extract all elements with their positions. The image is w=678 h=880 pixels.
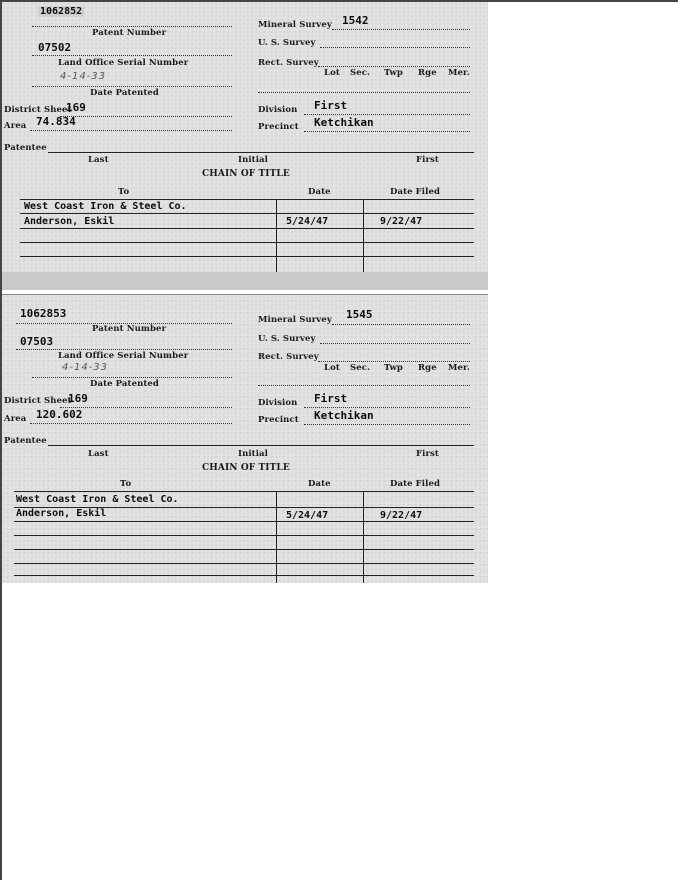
lot-label: Lot — [324, 68, 340, 78]
patent-number-label: Patent Number — [92, 28, 167, 38]
field-line — [258, 385, 470, 386]
table-divider — [276, 199, 277, 283]
precinct-label: Precinct — [258, 415, 299, 425]
field-line — [318, 66, 470, 67]
us-survey-label: U. S. Survey — [258, 38, 316, 48]
chain-row-date: 5/24/47 — [286, 216, 329, 227]
table-rule — [14, 491, 474, 492]
field-line — [60, 407, 232, 408]
field-line — [304, 114, 470, 115]
patentee-line — [48, 152, 474, 153]
table-divider — [276, 491, 277, 583]
date-patented-label: Date Patented — [90, 379, 159, 389]
chain-row-date: 5/24/47 — [286, 510, 329, 521]
district-sheet-value: 169 — [66, 101, 86, 114]
rect-survey-label: Rect. Survey — [258, 352, 319, 362]
patent-number-top: 1062852 — [40, 6, 83, 17]
mineral-survey-label: Mineral Survey — [258, 315, 332, 325]
chain-of-title-heading: CHAIN OF TITLE — [202, 169, 290, 179]
division-value: First — [314, 392, 348, 405]
date-column-header: Date — [308, 479, 331, 489]
lot-label: Lot — [324, 363, 340, 373]
patent-number-label: Patent Number — [92, 324, 167, 334]
date-column-header: Date — [308, 187, 331, 197]
last-label: Last — [88, 155, 109, 165]
field-line — [30, 130, 232, 131]
chain-row-to: Anderson, Eskil — [24, 216, 115, 227]
to-column-header: To — [120, 479, 132, 489]
field-line — [30, 423, 232, 424]
field-line — [320, 343, 470, 344]
field-line — [332, 29, 470, 30]
patentee-label: Patentee — [4, 143, 47, 153]
serial-number-value: 4-14-33 — [60, 71, 107, 82]
table-rule — [14, 549, 474, 550]
serial-number-label: Land Office Serial Number — [58, 58, 189, 68]
field-line — [32, 55, 232, 56]
table-rule — [20, 199, 474, 200]
rect-survey-label: Rect. Survey — [258, 58, 319, 68]
card-separator — [2, 272, 488, 290]
chain-row-date-filed: 9/22/47 — [380, 510, 423, 521]
field-line — [304, 407, 470, 408]
mineral-survey-label: Mineral Survey — [258, 20, 332, 30]
precinct-value: Ketchikan — [314, 116, 374, 129]
area-value: 120.602 — [36, 408, 83, 421]
table-divider — [363, 199, 364, 283]
field-line — [304, 424, 470, 425]
table-rule — [14, 535, 474, 536]
sec-label: Sec. — [350, 363, 371, 373]
first-label: First — [416, 155, 439, 165]
field-line — [32, 26, 232, 27]
patentee-label: Patentee — [4, 436, 47, 446]
table-rule — [14, 575, 474, 576]
patent-number-value: 07502 — [38, 41, 72, 54]
mineral-survey-value: 1545 — [346, 308, 373, 321]
table-rule — [14, 521, 474, 522]
field-line — [258, 92, 470, 93]
table-divider — [363, 491, 364, 583]
table-rule — [20, 256, 474, 257]
field-line — [320, 47, 470, 48]
division-value: First — [314, 99, 348, 112]
chain-row-to: West Coast Iron & Steel Co. — [24, 201, 187, 212]
to-column-header: To — [118, 187, 130, 197]
district-sheet-value: 169 — [68, 392, 88, 405]
chain-row-to: Anderson, Eskil — [16, 508, 107, 519]
patent-number-value: 07503 — [20, 335, 54, 348]
initial-label: Initial — [238, 449, 268, 459]
field-line — [304, 131, 470, 132]
twp-label: Twp — [384, 68, 403, 78]
precinct-value: Ketchikan — [314, 409, 374, 422]
area-label: Area — [4, 414, 27, 424]
initial-label: Initial — [238, 155, 268, 165]
field-line — [332, 324, 470, 325]
table-rule — [20, 213, 474, 214]
date-filed-column-header: Date Filed — [390, 187, 441, 197]
field-line — [32, 377, 232, 378]
field-line — [32, 86, 232, 87]
field-line — [16, 349, 232, 350]
rge-label: Rge — [418, 363, 437, 373]
first-label: First — [416, 449, 439, 459]
division-label: Division — [258, 105, 298, 115]
district-sheet-label: District Sheet — [4, 105, 72, 115]
serial-number-value: 4-14-33 — [62, 362, 109, 373]
mineral-survey-value: 1542 — [342, 14, 369, 27]
twp-label: Twp — [384, 363, 403, 373]
table-rule — [14, 563, 474, 564]
area-value: 74.834 — [36, 115, 76, 128]
precinct-label: Precinct — [258, 122, 299, 132]
patent-number-top: 1062853 — [20, 307, 67, 320]
field-line — [60, 116, 232, 117]
last-label: Last — [88, 449, 109, 459]
patentee-line — [48, 445, 474, 446]
date-patented-label: Date Patented — [90, 88, 159, 98]
area-label: Area — [4, 121, 27, 131]
sec-label: Sec. — [350, 68, 371, 78]
patent-card — [2, 2, 488, 290]
table-rule — [20, 228, 474, 229]
serial-number-label: Land Office Serial Number — [58, 351, 189, 361]
chain-row-date-filed: 9/22/47 — [380, 216, 423, 227]
us-survey-label: U. S. Survey — [258, 334, 316, 344]
district-sheet-label: District Sheet — [4, 396, 72, 406]
mer-label: Mer. — [448, 68, 470, 78]
division-label: Division — [258, 398, 298, 408]
patent-card — [2, 294, 488, 583]
chain-of-title-heading: CHAIN OF TITLE — [202, 463, 290, 473]
date-filed-column-header: Date Filed — [390, 479, 441, 489]
mer-label: Mer. — [448, 363, 470, 373]
rge-label: Rge — [418, 68, 437, 78]
chain-row-to: West Coast Iron & Steel Co. — [16, 494, 179, 505]
table-rule — [20, 242, 474, 243]
field-line — [318, 361, 470, 362]
